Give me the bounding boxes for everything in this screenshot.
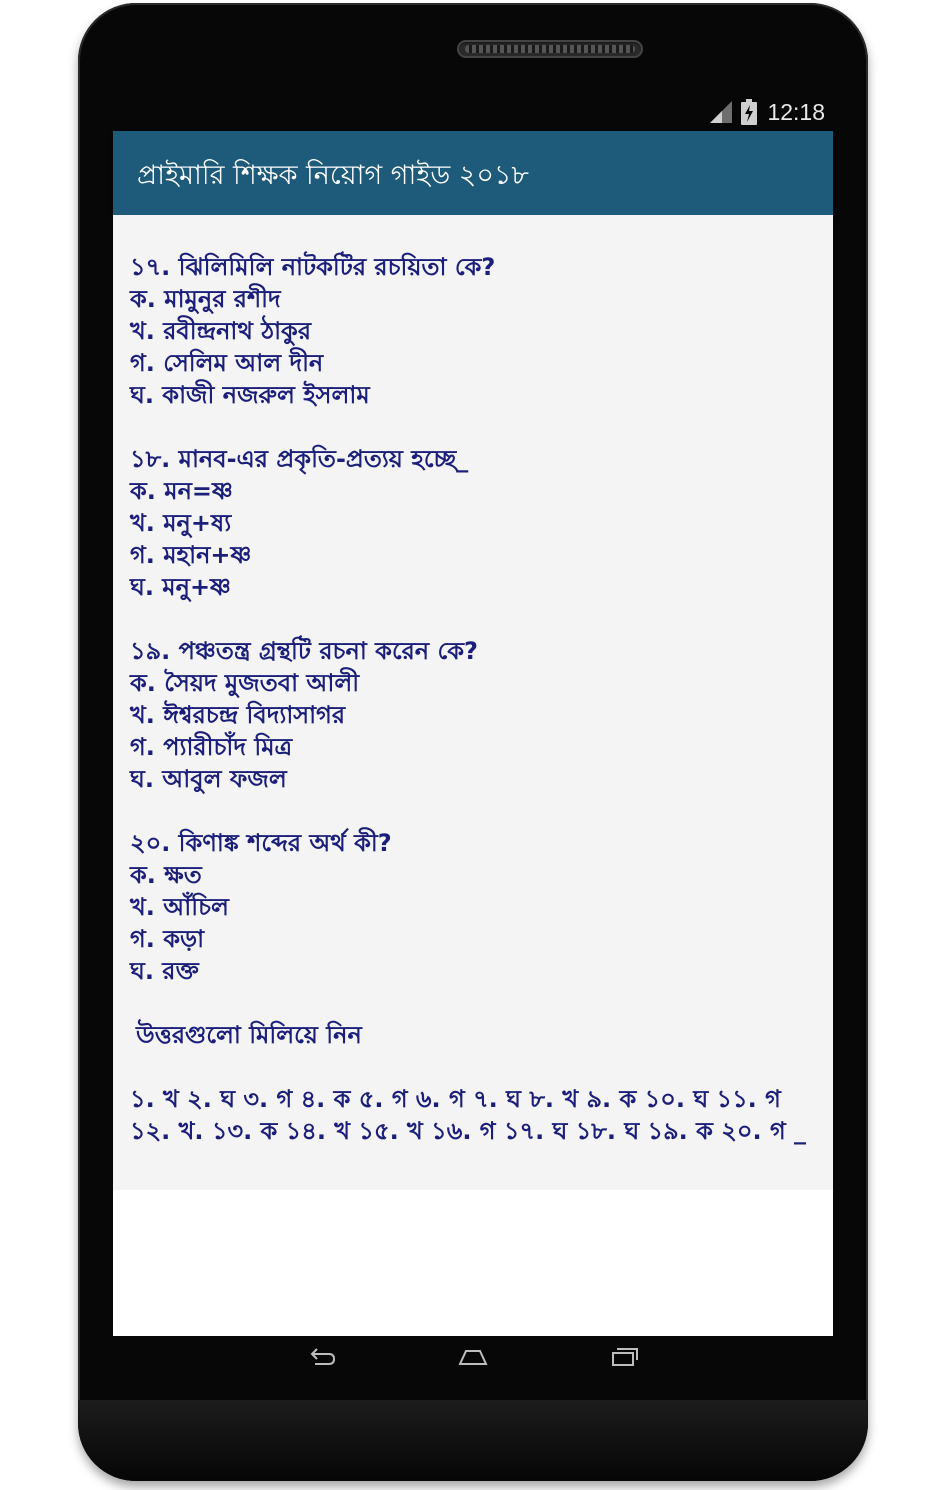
option-text: ক. সৈয়দ মুজতবা আলী [130, 669, 360, 697]
option-text: খ. রবীন্দ্রনাথ ঠাকুর [130, 317, 312, 345]
app-title: প্রাইমারি শিক্ষক নিয়োগ গাইড ২০১৮ [137, 160, 529, 191]
answers-text: ১. খ ২. ঘ ৩. গ ৪. ক ৫. গ ৬. গ ৭. ঘ ৮. খ ৯. ক ১০. ঘ ১১. গ ১২. খ. ১৩. ক ১৪. খ ১৫. খ ১৬. গ ১৭. ঘ ১৮. ঘ ১৯. ক ২০. গ _ [130, 1085, 807, 1145]
option-text: ঘ. রক্ত [130, 957, 199, 985]
home-icon[interactable] [458, 1346, 488, 1372]
signal-icon [710, 101, 732, 127]
question-block [130, 443, 825, 603]
option-text: খ. মনু+ষ্য [130, 509, 232, 537]
option-text: ক. ক্ষত [130, 861, 202, 889]
content-area[interactable] [113, 215, 833, 1336]
option-text: ক. মন=ষ্ণ [130, 477, 233, 505]
status-time: 12:18 [767, 99, 825, 125]
question-block [130, 251, 825, 411]
option-text: ঘ. আবুল ফজল [130, 765, 287, 793]
option-text: ক. মামুনুর রশীদ [130, 285, 281, 313]
status-bar [113, 92, 833, 131]
question-text: ২০. কিণাঙ্ক শব্দের অর্থ কী? [130, 829, 392, 857]
question-list [130, 251, 825, 1147]
question-text: ১৯. পঞ্চতন্ত্র গ্রন্থটি রচনা করেন কে? [130, 637, 478, 665]
option-text: খ. আঁচিল [130, 893, 229, 921]
option-text: গ. মহান+ষ্ণ [130, 541, 252, 569]
option-text: ঘ. কাজী নজরুল ইসলাম [130, 381, 370, 409]
option-text: খ. ঈশ্বরচন্দ্র বিদ্যাসাগর [130, 701, 346, 729]
question-block [130, 635, 825, 795]
battery-charging-icon [741, 99, 757, 129]
option-text: গ. প্যারীচাঁদ মিত্র [130, 733, 293, 761]
navigation-bar [113, 1336, 833, 1378]
option-text: ঘ. মনু+ষ্ণ [130, 573, 231, 601]
recents-icon[interactable] [609, 1346, 639, 1372]
question-block [130, 827, 825, 987]
phone-speaker [457, 40, 643, 58]
answers-heading: উত্তরগুলো মিলিয়ে নিন [136, 1021, 362, 1049]
phone-chin [78, 1400, 868, 1481]
question-text: ১৮. মানব-এর প্রকৃতি-প্রত্যয় হচ্ছে_ [130, 445, 469, 473]
back-icon[interactable] [309, 1346, 337, 1372]
option-text: গ. সেলিম আল দীন [130, 349, 324, 377]
question-card [113, 215, 833, 1190]
option-text: গ. কড়া [130, 925, 205, 953]
question-text: ১৭. ঝিলিমিলি নাটকটির রচয়িতা কে? [130, 253, 496, 281]
app-bar [113, 131, 833, 215]
